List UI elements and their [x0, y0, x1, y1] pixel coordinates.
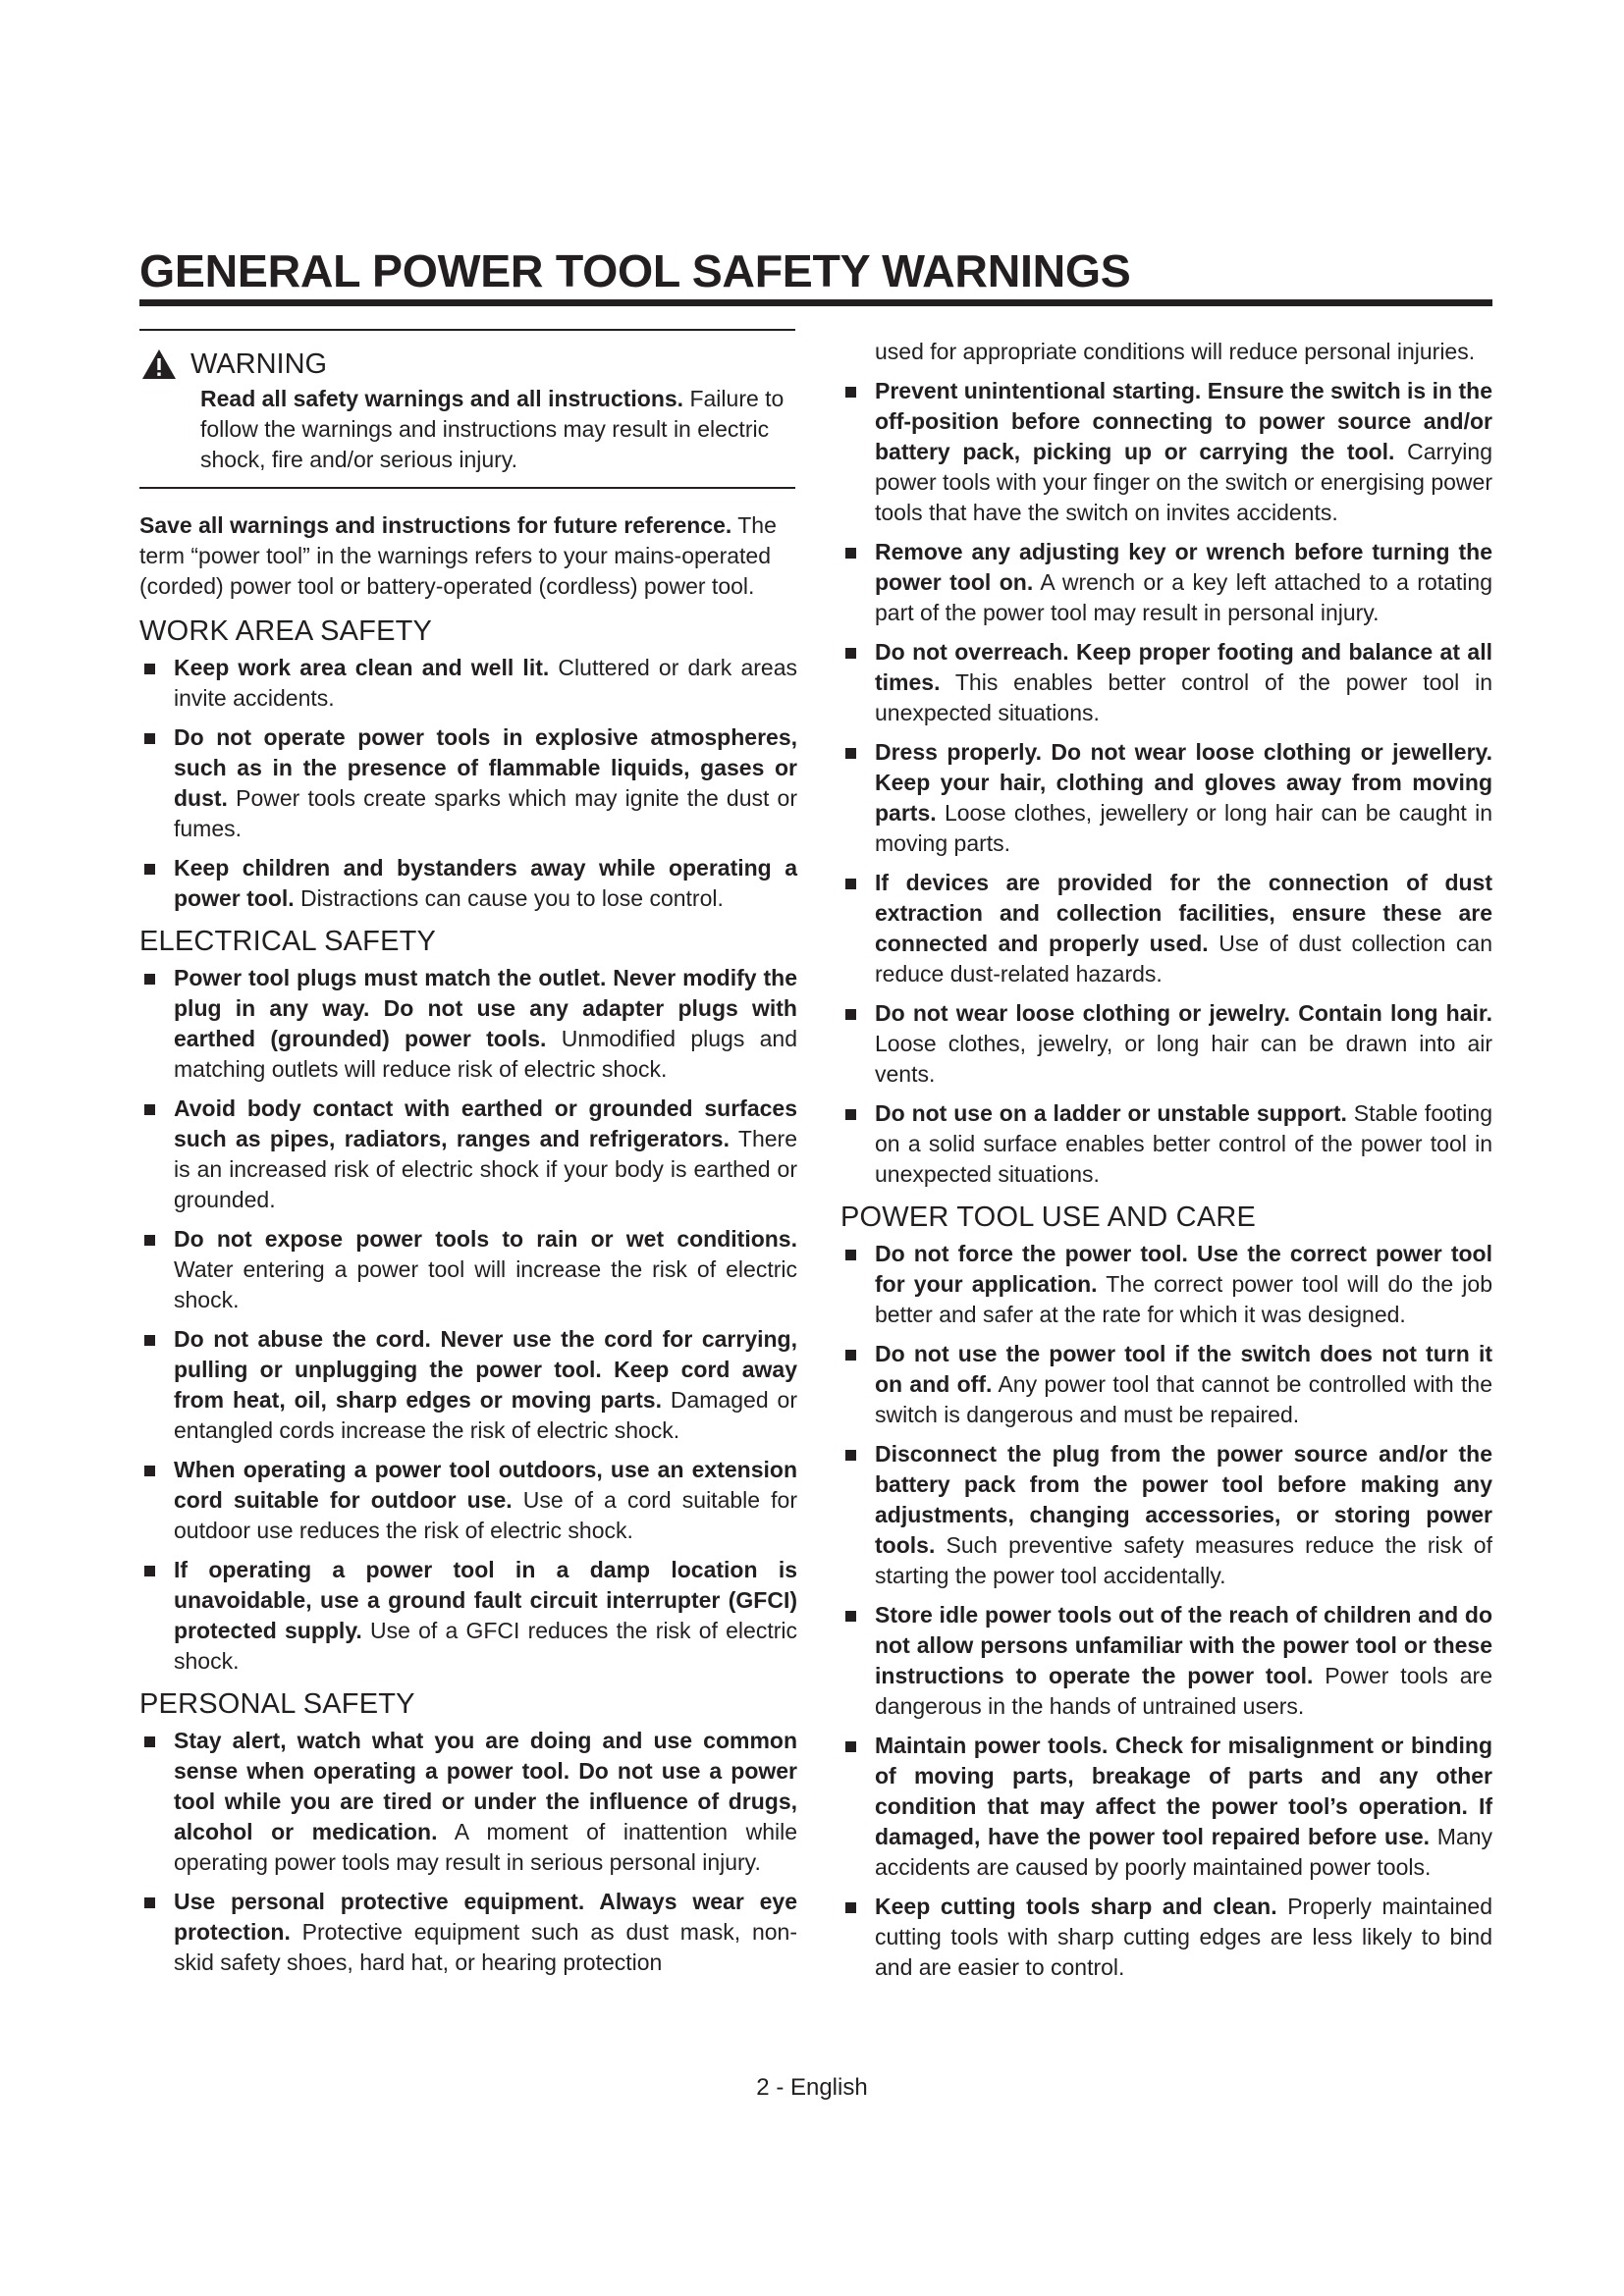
warning-box — [139, 329, 795, 489]
item-bold: Power tool plugs must match the outlet. Never modify the plug in any way. Do not use any adapter plugs with earthed (grounded) power tools. — [174, 965, 797, 1051]
item-bold: Avoid body contact with earthed or grounded surfaces such as pipes, radiators, ranges and refrigerators. — [174, 1095, 797, 1151]
item-text: Many accidents are caused by poorly maintained power tools. — [875, 1824, 1492, 1880]
work-area-heading: WORK AREA SAFETY — [139, 615, 433, 647]
list-item — [840, 1239, 1492, 1330]
item-bold: Do not force the power tool. Use the correct power tool for your application. — [875, 1241, 1492, 1297]
list-item — [840, 376, 1492, 528]
warning-bold: Read all safety warnings and all instructions. — [200, 386, 684, 411]
warning-triangle-icon — [141, 348, 177, 380]
item-bold: Keep work area clean and well lit. — [174, 655, 550, 680]
list-item — [139, 722, 797, 844]
list-item — [139, 1324, 797, 1446]
list-item — [139, 1224, 797, 1315]
intro-paragraph — [139, 510, 797, 602]
warning-body — [200, 384, 795, 475]
electrical-heading: ELECTRICAL SAFETY — [139, 926, 437, 957]
list-item — [840, 637, 1492, 728]
list-item — [139, 963, 797, 1085]
item-bold: Keep children and bystanders away while operating a power tool. — [174, 855, 797, 911]
warning-text: Failure to follow the warnings and instructions may result in electric shock, fire and/or serious injury. — [200, 386, 785, 472]
item-bold: Do not expose power tools to rain or wet conditions. — [174, 1226, 797, 1252]
use-care-list — [840, 1239, 1492, 1983]
list-item — [840, 868, 1492, 989]
item-bold: When operating a power tool outdoors, use an extension cord suitable for outdoor use. — [174, 1457, 797, 1513]
work-area-list — [139, 653, 797, 914]
item-bold: Use personal protective equipment. Always wear eye protection. — [174, 1889, 797, 1945]
item-text: Any power tool that cannot be controlled with the switch is dangerous and must be repaired. — [875, 1371, 1492, 1427]
list-item — [139, 1726, 797, 1878]
item-text: Carrying power tools with your finger on the switch or energising power tools that have the switch on invites accidents. — [875, 439, 1492, 525]
item-text: Power tools create sparks which may ignite the dust or fumes. — [174, 785, 797, 841]
item-bold: Disconnect the plug from the power source and/or the battery pack from the power tool before making any adjustments, changing accessories, or storing power tools. — [875, 1441, 1492, 1558]
list-item — [840, 1439, 1492, 1591]
left-column — [139, 329, 797, 1990]
list-item — [139, 853, 797, 914]
personal-list — [139, 1726, 797, 1978]
electrical-list — [139, 963, 797, 1677]
list-item — [840, 1892, 1492, 1983]
list-item — [840, 737, 1492, 859]
item-bold: Stay alert, watch what you are doing and use common sense when operating a power tool. Do not use a power tool while you are tired or under the influence of drugs, alcohol or medication. — [174, 1728, 797, 1844]
item-text: Unmodified plugs and matching outlets will reduce risk of electric shock. — [174, 1026, 797, 1082]
list-item — [139, 1094, 797, 1215]
page-footer: 2 - English — [756, 2074, 868, 2101]
item-bold: Keep cutting tools sharp and clean. — [875, 1894, 1277, 1919]
intro-text: The term “power tool” in the warnings refers to your mains-operated (corded) power tool or battery-operated (cordless) power tool. — [139, 512, 777, 599]
list-item — [840, 998, 1492, 1090]
intro-bold: Save all warnings and instructions for future reference. — [139, 512, 732, 538]
item-bold: Do not operate power tools in explosive atmospheres, such as in the presence of flammable liquids, gases or dust. — [174, 724, 797, 811]
personal-heading: PERSONAL SAFETY — [139, 1688, 415, 1720]
right-column — [840, 337, 1492, 1995]
item-text: Use of a GFCI reduces the risk of electric shock. — [174, 1618, 797, 1674]
item-bold: Do not use on a ladder or unstable support. — [875, 1100, 1347, 1126]
item-bold: Prevent unintentional starting. Ensure the switch is in the off-position before connecting to power source and/or battery pack, picking up or carrying the tool. — [875, 378, 1492, 464]
item-bold: Do not overreach. Keep proper footing and balance at all times. — [875, 639, 1492, 695]
list-item — [840, 1600, 1492, 1722]
continued-text: used for appropriate conditions will reduce personal injuries. — [875, 339, 1476, 364]
list-item — [840, 1339, 1492, 1430]
personal-list-continued — [840, 376, 1492, 1190]
title-rule — [139, 299, 1492, 306]
list-item — [840, 1731, 1492, 1883]
item-text: Protective equipment such as dust mask, non-skid safety shoes, hard hat, or hearing protection — [174, 1919, 797, 1975]
item-text: The correct power tool will do the job better and safer at the rate for which it was designed. — [875, 1271, 1492, 1327]
item-text: There is an increased risk of electric shock if your body is earthed or grounded. — [174, 1126, 797, 1212]
list-item — [139, 1555, 797, 1677]
item-bold: Maintain power tools. Check for misalignment or binding of moving parts, breakage of parts and any other condition that may affect the power tool’s operation. If damaged, have the power tool repaired before use. — [875, 1733, 1492, 1849]
warning-heading: WARNING — [190, 348, 328, 380]
item-text: Use of dust collection can reduce dust-related hazards. — [875, 931, 1492, 987]
list-item — [840, 537, 1492, 628]
list-item — [840, 1098, 1492, 1190]
item-bold: Do not use the power tool if the switch does not turn it on and off. — [875, 1341, 1492, 1397]
list-item — [139, 653, 797, 714]
item-text: A wrench or a key left attached to a rotating part of the power tool may result in personal injury. — [875, 569, 1492, 625]
item-text: Use of a cord suitable for outdoor use reduces the risk of electric shock. — [174, 1487, 797, 1543]
warning-header — [141, 347, 795, 382]
item-bold: If devices are provided for the connection of dust extraction and collection facilities, ensure these are connected and properly used. — [875, 870, 1492, 956]
use-care-heading: POWER TOOL USE AND CARE — [840, 1201, 1257, 1233]
item-text: Cluttered or dark areas invite accidents. — [174, 655, 797, 711]
item-bold: Dress properly. Do not wear loose clothing or jewellery. Keep your hair, clothing and gloves away from moving parts. — [875, 739, 1492, 826]
item-text: Such preventive safety measures reduce the risk of starting the power tool accidentally. — [875, 1532, 1492, 1588]
item-text: A moment of inattention while operating power tools may result in serious personal injury. — [174, 1819, 797, 1875]
item-text: Distractions can cause you to lose control. — [294, 885, 724, 911]
item-bold: Do not abuse the cord. Never use the cord for carrying, pulling or unplugging the power tool. Keep cord away from heat, oil, sharp edges or moving parts. — [174, 1326, 797, 1413]
item-text: Loose clothes, jewellery or long hair can be caught in moving parts. — [875, 800, 1492, 856]
item-text: Power tools are dangerous in the hands of untrained users. — [875, 1663, 1492, 1719]
item-text: Properly maintained cutting tools with sharp cutting edges are less likely to bind and are easier to control. — [875, 1894, 1492, 1980]
item-bold: Do not wear loose clothing or jewelry. Contain long hair. — [875, 1000, 1492, 1026]
item-text: Loose clothes, jewelry, or long hair can be drawn into air vents. — [875, 1031, 1492, 1087]
item-text: Water entering a power tool will increase the risk of electric shock. — [174, 1256, 797, 1312]
page-title: GENERAL POWER TOOL SAFETY WARNINGS — [139, 245, 1131, 296]
item-text: Damaged or entangled cords increase the risk of electric shock. — [174, 1387, 797, 1443]
item-bold: Store idle power tools out of the reach of children and do not allow persons unfamiliar with the power tool or these instructions to operate the power tool. — [875, 1602, 1492, 1688]
item-text: Stable footing on a solid surface enables better control of the power tool in unexpected situations. — [875, 1100, 1492, 1187]
item-bold: Remove any adjusting key or wrench before turning the power tool on. — [875, 539, 1492, 595]
list-item — [139, 1887, 797, 1978]
list-item — [139, 1455, 797, 1546]
item-text: This enables better control of the power tool in unexpected situations. — [875, 669, 1492, 725]
item-bold: If operating a power tool in a damp location is unavoidable, use a ground fault circuit interrupter (GFCI) protected supply. — [174, 1557, 797, 1643]
